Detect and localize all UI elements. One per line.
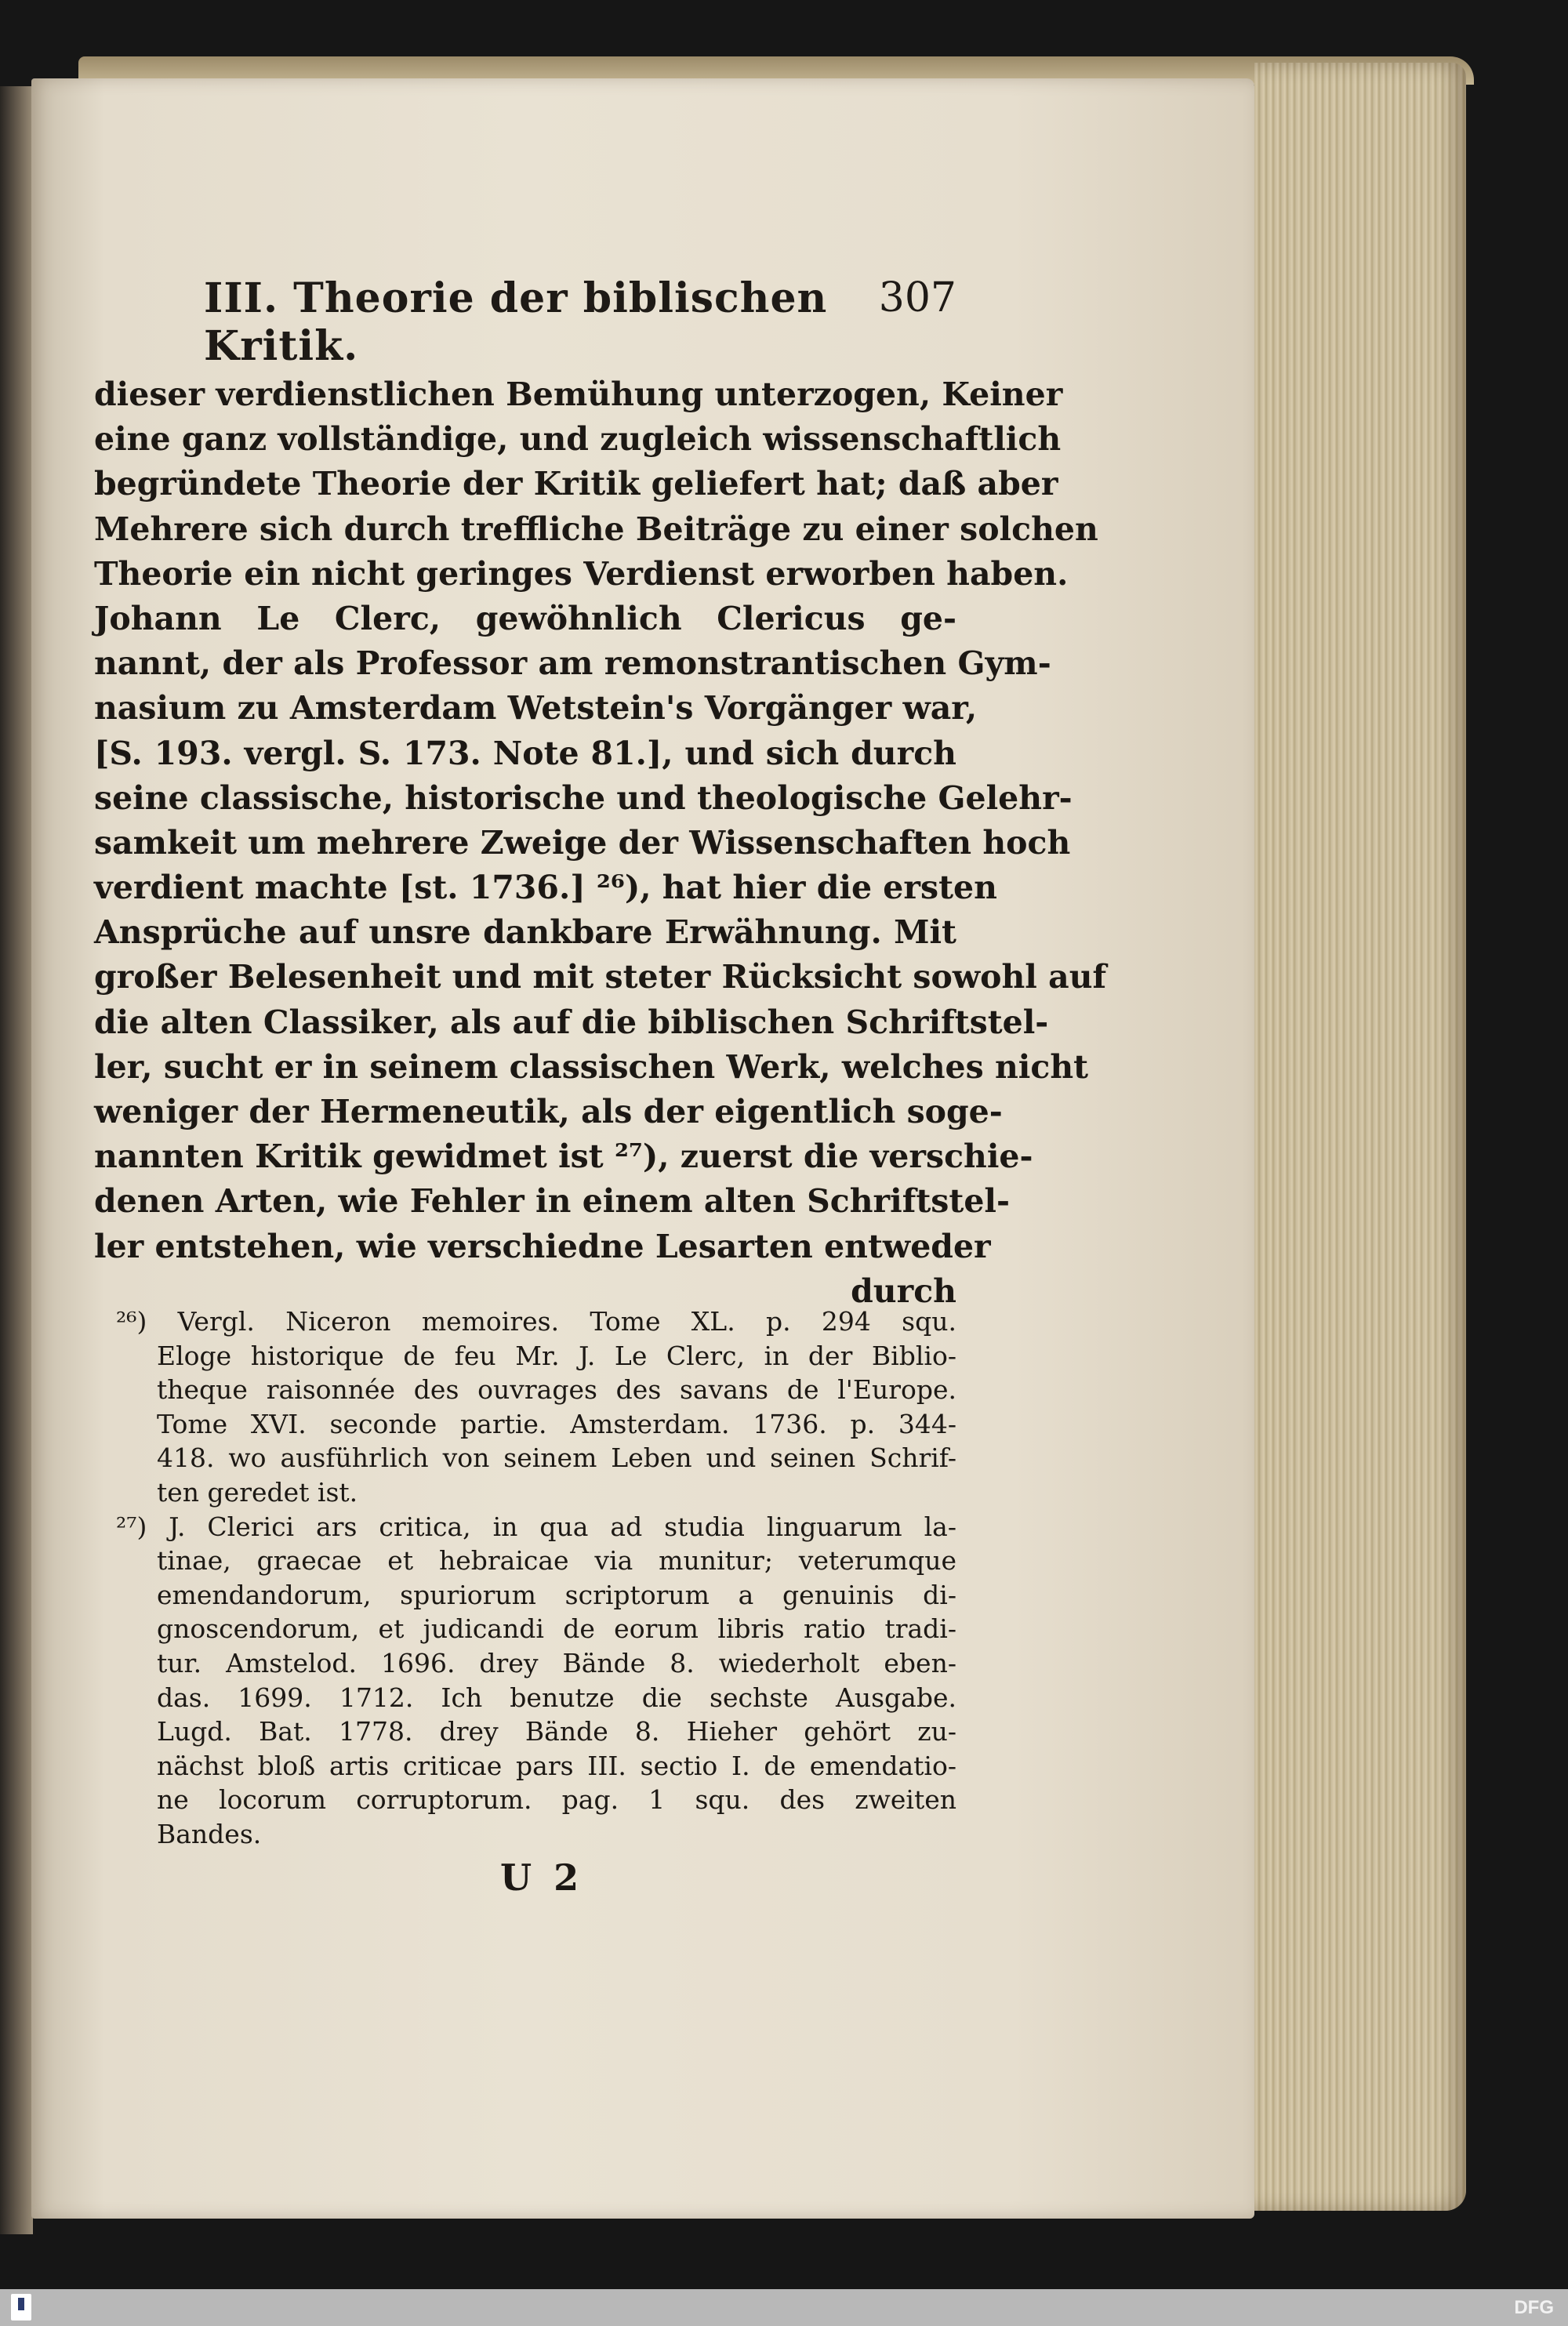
body-line: nasium zu Amsterdam Wetstein's Vorgänger war,	[94, 689, 978, 728]
footnote-26	[116, 1305, 956, 1510]
body-text	[94, 372, 1107, 1314]
body-line: verdient machte [st. 1736.] ²⁶), hat hier die ersten	[94, 869, 997, 907]
body-line: nannten Kritik gewidmet ist ²⁷), zuerst die verschie-	[94, 1138, 1033, 1176]
footnote-line: tinae, graecae et hebraicae via munitur; veterumque	[157, 1545, 956, 1577]
body-line: Ansprüche auf unsre dankbare Erwähnung. Mit	[94, 913, 956, 952]
body-line: ler, sucht er in seinem classischen Werk, welches nicht	[94, 1047, 1089, 1086]
footnote-line: ne locorum corruptorum. pag. 1 squ. des zweiten	[157, 1784, 956, 1816]
library-logo-icon	[11, 2294, 31, 2321]
footnote-line: 418. wo ausführlich von seinem Leben und seinen Schrif-	[157, 1442, 956, 1474]
body-line: Johann Le Clerc, gewöhnlich Clericus ge-	[94, 599, 956, 637]
body-line: Mehrere sich durch treffliche Beiträge zu einer solchen	[94, 510, 1098, 548]
body-line: samkeit um mehrere Zweige der Wissenschaften hoch	[94, 823, 1071, 862]
body-line: begründete Theorie der Kritik geliefert hat; daß aber	[94, 465, 1058, 503]
footnote-line: theque raisonnée des ouvrages des savans de l'Europe.	[157, 1374, 956, 1406]
running-head-title: III. Theorie der biblischen Kritik.	[204, 274, 828, 370]
body-line: eine ganz vollständige, und zugleich wissenschaftlich	[94, 420, 1062, 459]
footnotes	[116, 1305, 956, 1852]
running-header	[204, 274, 956, 370]
left-page-edge	[0, 86, 33, 2234]
footnote-line: ²⁶) Vergl. Niceron memoires. Tome XL. p. 294 squ.	[116, 1306, 956, 1337]
body-line: denen Arten, wie Fehler in einem alten Schriftstel-	[94, 1182, 1010, 1221]
footnote-27	[116, 1510, 956, 1852]
body-line: ler entstehen, wie verschiedne Lesarten entweder	[94, 1227, 991, 1265]
footnote-line: Eloge historique de feu Mr. J. Le Clerc, in der Biblio-	[157, 1340, 956, 1371]
body-line: weniger der Hermeneutik, als der eigentlich soge-	[94, 1093, 1003, 1130]
footnote-line: nächst bloß artis criticae pars III. sectio I. de emendatio-	[157, 1750, 956, 1781]
signature-mark: U 2	[500, 1856, 584, 1899]
catchword: durch	[851, 1272, 956, 1310]
body-line: [S. 193. vergl. S. 173. Note 81.], und sich durch	[94, 734, 956, 772]
body-line: Theorie ein nicht geringes Verdienst erworben haben.	[94, 554, 1069, 593]
body-line: großer Belesenheit und mit steter Rücksicht sowohl auf	[94, 958, 1107, 996]
footnote-line: ten geredet ist.	[157, 1476, 358, 1508]
body-line: nannt, der als Professor am remonstrantischen Gym-	[94, 644, 1051, 683]
page-number: 307	[878, 274, 956, 321]
viewer-footer-bar	[0, 2289, 1568, 2326]
body-line: dieser verdienstlichen Bemühung unterzogen, Keiner	[94, 376, 1063, 413]
body-line: die alten Classiker, als auf die biblischen Schriftstel-	[94, 1003, 1049, 1041]
footnote-line: ²⁷) J. Clerici ars critica, in qua ad studia linguarum la-	[116, 1511, 956, 1542]
footnote-line: Bandes.	[157, 1818, 262, 1849]
dfg-logo: DFG	[1514, 2297, 1554, 2318]
footnote-line: Tome XVI. seconde partie. Amsterdam. 1736. p. 344-	[157, 1408, 956, 1439]
footnote-line: das. 1699. 1712. Ich benutze die sechste Ausgabe.	[157, 1682, 956, 1713]
footnote-line: Lugd. Bat. 1778. drey Bände 8. Hieher gehört zu-	[157, 1716, 956, 1747]
footnote-line: emendandorum, spuriorum scriptorum a genuinis di-	[157, 1579, 956, 1610]
footnote-line: tur. Amstelod. 1696. drey Bände 8. wiederholt eben-	[157, 1647, 956, 1678]
book-fore-edge	[1254, 63, 1466, 2211]
footnote-line: gnoscendorum, et judicandi de eorum libris ratio tradi-	[157, 1613, 956, 1645]
body-line: seine classische, historische und theologische Gelehr-	[94, 778, 1073, 817]
